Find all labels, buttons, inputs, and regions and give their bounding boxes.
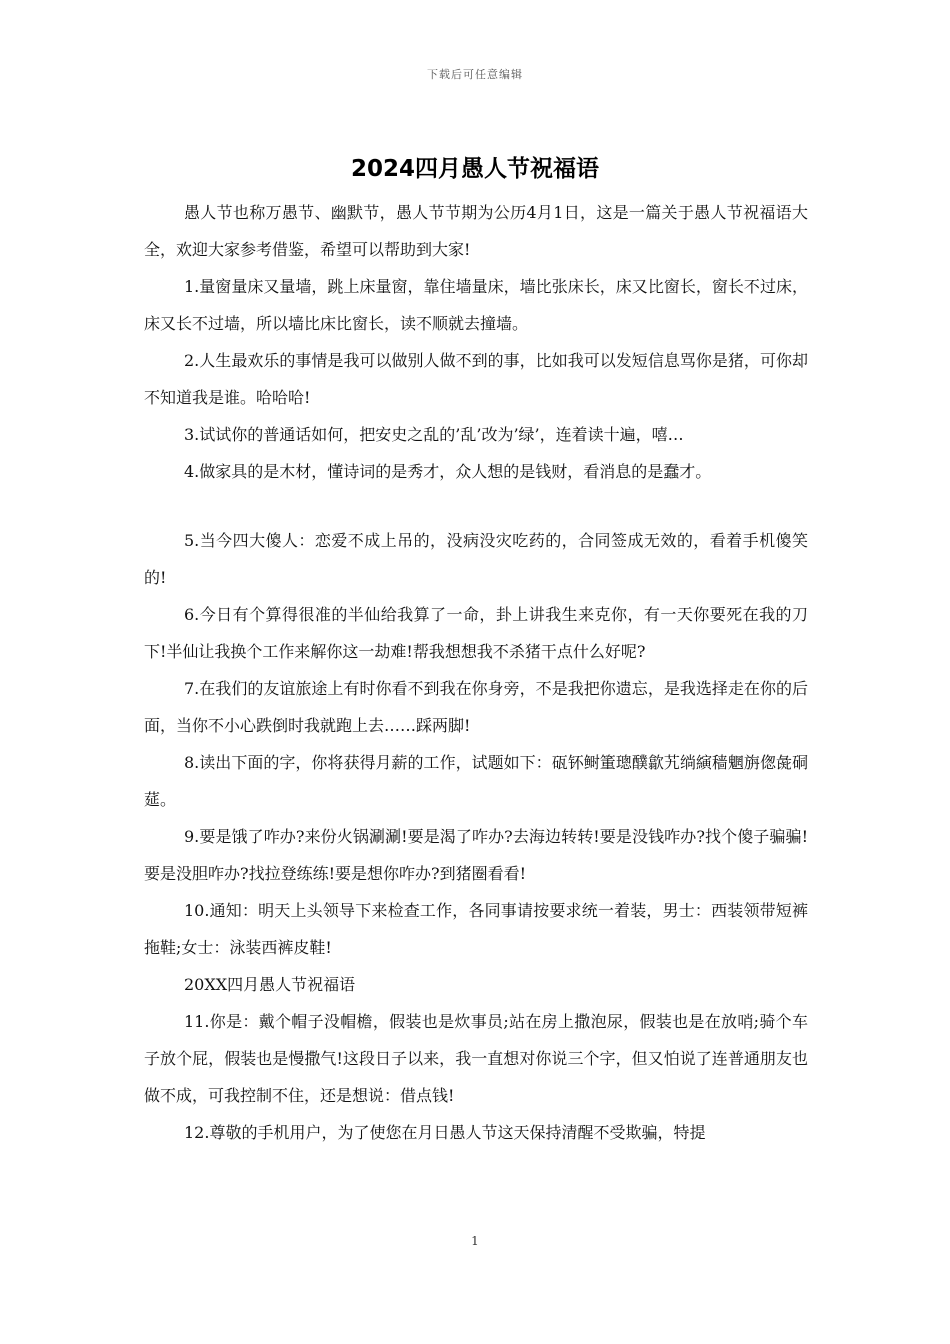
blessing-item-3: 3.试试你的普通话如何，把安史之乱的’乱’改为’绿’，连着读十遍，嘻… [184, 425, 684, 444]
intro-paragraph: 愚人节也称万愚节、幽默节，愚人节节期为公历4月1日，这是一篇关于愚人节祝福语大全，欢迎大家参考借鉴，希望可以帮助到大家! [144, 203, 808, 259]
document-title: 2024四月愚人节祝福语 [350, 156, 599, 182]
document-body [144, 194, 808, 1151]
blessing-item-5: 5.当今四大傻人：恋爱不成上吊的，没病没灾吃药的，合同签成无效的，看着手机傻笑的! [144, 531, 808, 587]
blessing-item-12: 12.尊敬的手机用户，为了使您在月日愚人节这天保持清醒不受欺骗，特提 [184, 1123, 706, 1142]
blessing-item-10: 10.通知：明天上头领导下来检查工作，各同事请按要求统一着装，男士：西装领带短裤拖鞋;女士：泳装西裤皮鞋! [144, 901, 808, 957]
section-heading: 20XX四月愚人节祝福语 [184, 975, 356, 994]
blessing-item-4: 4.做家具的是木材，懂诗词的是秀才，众人想的是钱财，看消息的是蠢才。 [184, 462, 712, 481]
blessing-item-6: 6.今日有个算得很准的半仙给我算了一命，卦上讲我生来克你，有一天你要死在我的刀下!半仙让我换个工作来解你这一劫难!帮我想想我不杀猪干点什么好呢? [144, 605, 808, 661]
blessing-item-7: 7.在我们的友谊旅途上有时你看不到我在你身旁，不是我把你遗忘，是我选择走在你的后面，当你不小心跌倒时我就跑上去……踩两脚! [144, 679, 808, 735]
blessing-item-11: 11.你是：戴个帽子没帽檐，假装也是炊事员;站在房上撒泡尿，假装也是在放哨;骑个车子放个屁，假装也是慢撒气!这段日子以来，我一直想对你说三个字，但又怕说了连普通朋友也做不成，可我控制不住，还是想说：借点钱! [144, 1012, 808, 1105]
blessing-item-1: 1.量窗量床又量墙，跳上床量窗，靠住墙量床，墙比张床长，床又比窗长，窗长不过床，床又长不过墙，所以墙比床比窗长，读不顺就去撞墙。 [144, 277, 808, 333]
page-number: 1 [471, 1234, 479, 1248]
blessing-item-9: 9.要是饿了咋办?来份火锅涮涮!要是渴了咋办?去海边转转!要是没钱咋办?找个傻子骗骗!要是没胆咋办?找拉登练练!要是想你咋办?到猪圈看看! [144, 827, 808, 883]
blessing-item-2: 2.人生最欢乐的事情是我可以做别人做不到的事，比如我可以发短信息骂你是猪，可你却不知道我是谁。哈哈哈! [144, 351, 808, 407]
header-note: 下载后可任意编辑 [427, 68, 523, 81]
blessing-item-8: 8.读出下面的字，你将获得月薪的工作，试题如下：砙钚鲥箽璁醭歙艽绱縯穑魍旃偬彘硐莚。 [144, 753, 808, 809]
